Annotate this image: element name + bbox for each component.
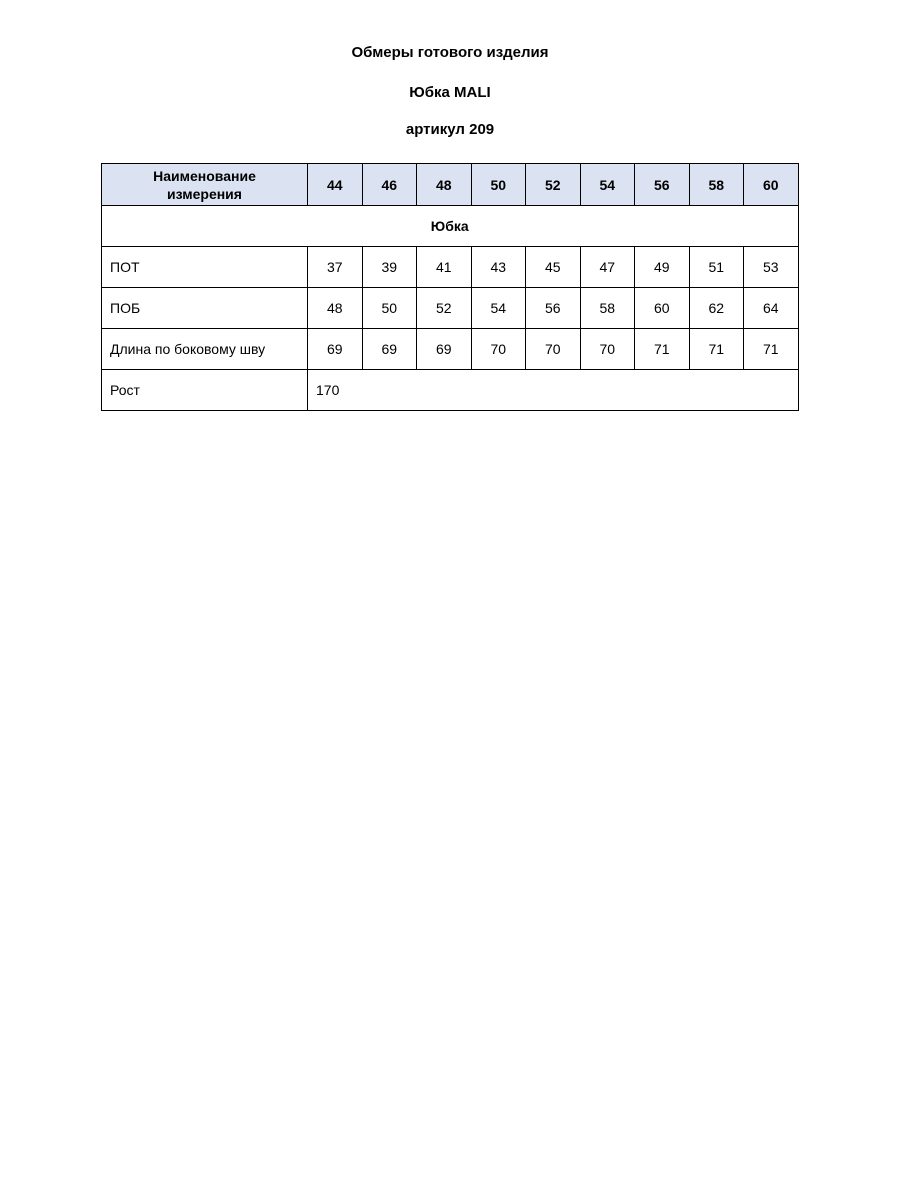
table-header-row xyxy=(102,164,799,206)
table-cell: 69 xyxy=(308,329,363,370)
table-cell: 53 xyxy=(744,247,799,288)
size-header: 48 xyxy=(417,164,472,206)
growth-value: 170 xyxy=(308,370,799,411)
table-cell: 41 xyxy=(417,247,472,288)
table-cell: 69 xyxy=(417,329,472,370)
header-line-2: измерения xyxy=(167,185,242,202)
size-header: 58 xyxy=(689,164,744,206)
table-cell: 60 xyxy=(635,288,690,329)
size-header: 60 xyxy=(744,164,799,206)
table-cell: 64 xyxy=(744,288,799,329)
measurement-name-header xyxy=(102,164,308,206)
table-cell: 43 xyxy=(471,247,526,288)
table-cell: 70 xyxy=(580,329,635,370)
table-cell: 56 xyxy=(526,288,581,329)
size-header: 54 xyxy=(580,164,635,206)
table-cell: 70 xyxy=(526,329,581,370)
size-header: 46 xyxy=(362,164,417,206)
measurements-table xyxy=(101,163,799,411)
table-cell: 71 xyxy=(744,329,799,370)
table-cell: 37 xyxy=(308,247,363,288)
size-header: 50 xyxy=(471,164,526,206)
table-cell: 39 xyxy=(362,247,417,288)
section-title: Юбка xyxy=(102,206,799,247)
table-cell: 45 xyxy=(526,247,581,288)
table-row xyxy=(102,247,799,288)
row-label: ПОТ xyxy=(102,247,308,288)
table-cell: 71 xyxy=(635,329,690,370)
table-cell: 52 xyxy=(417,288,472,329)
table-cell: 54 xyxy=(471,288,526,329)
size-header: 44 xyxy=(308,164,363,206)
table-cell: 62 xyxy=(689,288,744,329)
table-cell: 58 xyxy=(580,288,635,329)
document-title: Обмеры готового изделия xyxy=(351,44,549,61)
product-name: Юбка MALI xyxy=(409,84,491,101)
table-cell: 49 xyxy=(635,247,690,288)
table-cell: 69 xyxy=(362,329,417,370)
table-cell: 50 xyxy=(362,288,417,329)
growth-row xyxy=(102,370,799,411)
table-cell: 48 xyxy=(308,288,363,329)
size-header: 56 xyxy=(635,164,690,206)
row-label: Рост xyxy=(102,370,308,411)
table-cell: 71 xyxy=(689,329,744,370)
table-row xyxy=(102,329,799,370)
article-number: артикул 209 xyxy=(405,121,495,138)
row-label: ПОБ xyxy=(102,288,308,329)
size-header: 52 xyxy=(526,164,581,206)
table-cell: 51 xyxy=(689,247,744,288)
row-label: Длина по боковому шву xyxy=(102,329,308,370)
section-row xyxy=(102,206,799,247)
table-row xyxy=(102,288,799,329)
table-cell: 70 xyxy=(471,329,526,370)
header-line-1: Наименование xyxy=(153,167,256,184)
table-cell: 47 xyxy=(580,247,635,288)
